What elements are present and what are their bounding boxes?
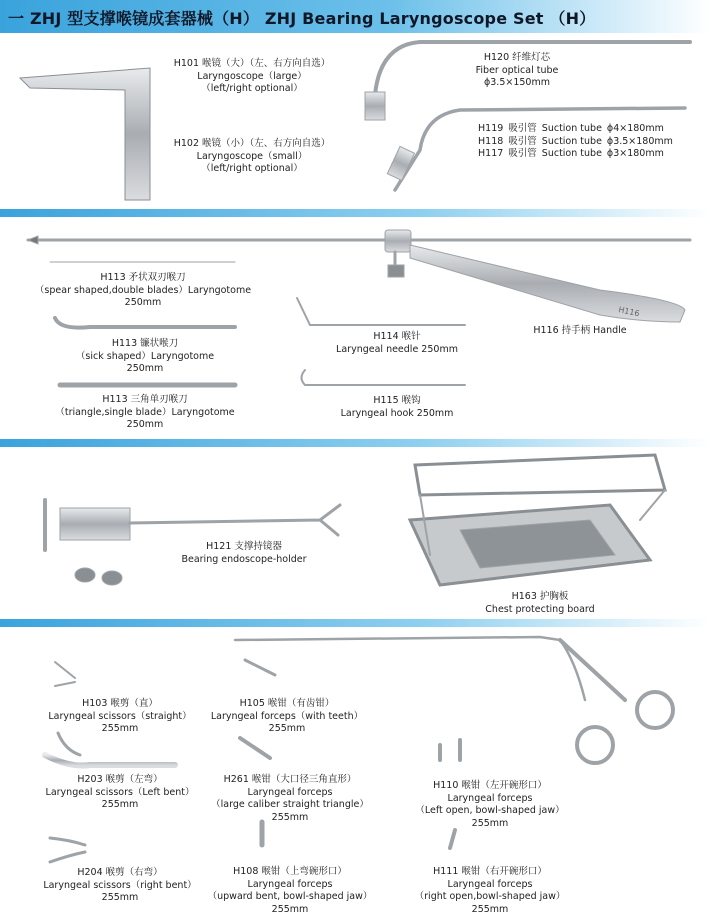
label-line: （large caliber straight triangle） [211,799,369,810]
label-line: Bearing endoscope-holder [181,553,307,565]
label-line: H119 [478,123,504,134]
label-h103 [48,698,191,736]
label-line: Suction tube [541,135,602,147]
label-h113-triangle [55,394,234,432]
label-line: Laryngeal forceps [447,878,533,890]
label-h116 [533,325,626,338]
label-line: ϕ4×180mm [606,123,664,134]
label-line: （left/right optional） [201,163,303,174]
forceps-teeth-image [240,660,375,680]
label-h120 [476,52,559,90]
label-line: H110 喉钳（左开碗形口） [433,780,547,791]
laryngeal-hook-image [302,370,466,385]
label-line: （sick shaped）Laryngotome [75,350,215,362]
forceps-right-open-image [430,830,570,852]
table-row [478,148,678,161]
label-h111 [415,866,566,916]
long-rod-image [28,236,690,244]
label-line: 255mm [101,799,139,810]
label-line: （spear shaped,double blades）Laryngotome [34,284,252,296]
label-line: H261 喉钳（大口径三角直形） [223,774,357,785]
label-line: 吸引管 [508,123,537,134]
label-line: H115 喉钩 [373,395,421,406]
label-h261 [211,774,369,824]
label-line: 255mm [268,723,306,734]
label-line: H108 喉钳（上弯碗形口） [233,866,347,877]
label-line: Chest protecting board [485,603,595,615]
label-line: H101 喉镜（大）（左、右方向自选） [173,58,331,69]
label-line: ϕ3×180mm [606,148,664,159]
label-line: 255mm [471,817,509,829]
label-h115 [341,395,454,420]
label-line: Laryngeal forceps（with teeth） [210,710,364,722]
label-line: 250mm [126,419,164,430]
label-h163 [485,591,594,616]
label-h204 [43,867,196,905]
label-line: 吸引管 [508,135,537,147]
label-line: Laryngeal forceps [247,878,333,890]
laryngoscope-image [20,68,150,200]
label-line: Suction tube [541,148,602,159]
label-line: Laryngeal forceps [247,786,333,798]
label-h121 [181,541,306,566]
label-line: 吸引管 [508,148,537,159]
handle-image [385,230,685,322]
label-line: H120 纤维灯芯 [483,52,551,63]
label-h105 [211,698,363,736]
label-line: H163 护胸板 [511,591,569,602]
forceps-left-open-image [430,740,570,765]
label-h108 [208,866,373,916]
label-line: 255mm [271,811,309,823]
suction-tube-table [478,123,678,161]
label-line: Laryngoscope（small） [196,150,308,162]
label-line: H121 支撑持镜器 [206,541,282,552]
label-line: H117 [478,148,504,159]
label-line: H113 镰状喉刀 [111,338,179,349]
label-line: Laryngeal scissors（straight） [48,710,192,722]
label-line: Suction tube [541,123,602,134]
page-title: 一 ZHJ 型支撑喉镜成套器械（H） ZHJ Bearing Laryngoscope Set （H） [8,9,596,28]
label-line: 250mm [124,297,162,308]
label-line: H113 三角单刃喉刀 [102,394,188,405]
label-line: H116 持手柄 Handle [533,325,627,336]
label-h113-sickle [76,338,214,376]
label-line: 255mm [471,903,509,915]
label-line: （right open,bowl-shaped jaw） [414,891,566,902]
scissors-left-bent-image [45,733,175,766]
label-line: H203 喉剪（左弯） [77,774,163,785]
handle-engraving: H116 [617,305,641,319]
forceps-upward-bent-image [235,822,370,852]
label-h102 [174,138,331,176]
label-line: H103 喉剪（直） [82,698,158,709]
label-line: Laryngeal hook 250mm [340,407,454,419]
label-line: Laryngeal needle 250mm [336,343,458,355]
table-row [478,123,678,136]
label-line: H118 [478,135,504,147]
label-line: （left/right optional） [201,83,303,94]
table-row [478,136,678,149]
label-line: H111 喉钳（右开碗形口） [433,866,547,877]
label-line: Laryngeal scissors（right bent） [43,879,197,891]
label-line: （Left open, bowl-shaped jaw） [415,805,565,816]
laryngotome-image [55,318,235,328]
label-line: （upward bent, bowl-shaped jaw） [207,891,373,902]
label-line: 255mm [101,892,139,903]
scissors-right-bent-image [50,838,175,862]
label-line: Laryngoscope（large） [197,70,307,82]
chest-protecting-board-image [410,455,665,585]
label-line: 255mm [271,903,309,915]
label-line: H102 喉镜（小）（左、右方向自选） [173,138,331,149]
label-h114 [336,331,458,356]
label-h101 [174,58,331,96]
label-line: H204 喉剪（右弯） [77,867,163,878]
label-line: H113 矛状双刃喉刀 [100,272,186,283]
label-line: ϕ3.5×180mm [606,135,673,147]
label-line: 255mm [101,723,139,734]
label-line: （triangle,single blade）Laryngotome [55,406,235,418]
label-line: Laryngeal forceps [447,792,533,804]
label-line: 250mm [126,363,164,374]
label-line: H114 喉针 [373,331,421,342]
label-h203 [46,774,195,812]
label-h113-spear [35,272,251,310]
scissors-straight-image [50,662,175,686]
label-line: H105 喉钳（有齿钳） [239,698,335,709]
label-line: Fiber optical tube [475,64,559,76]
label-line: Laryngeal scissors（Left bent） [45,786,195,798]
label-line: ϕ3.5×150mm [484,77,550,88]
label-h110 [415,780,564,830]
laryngeal-needle-image [297,298,465,325]
forceps-triangle-image [235,738,370,767]
